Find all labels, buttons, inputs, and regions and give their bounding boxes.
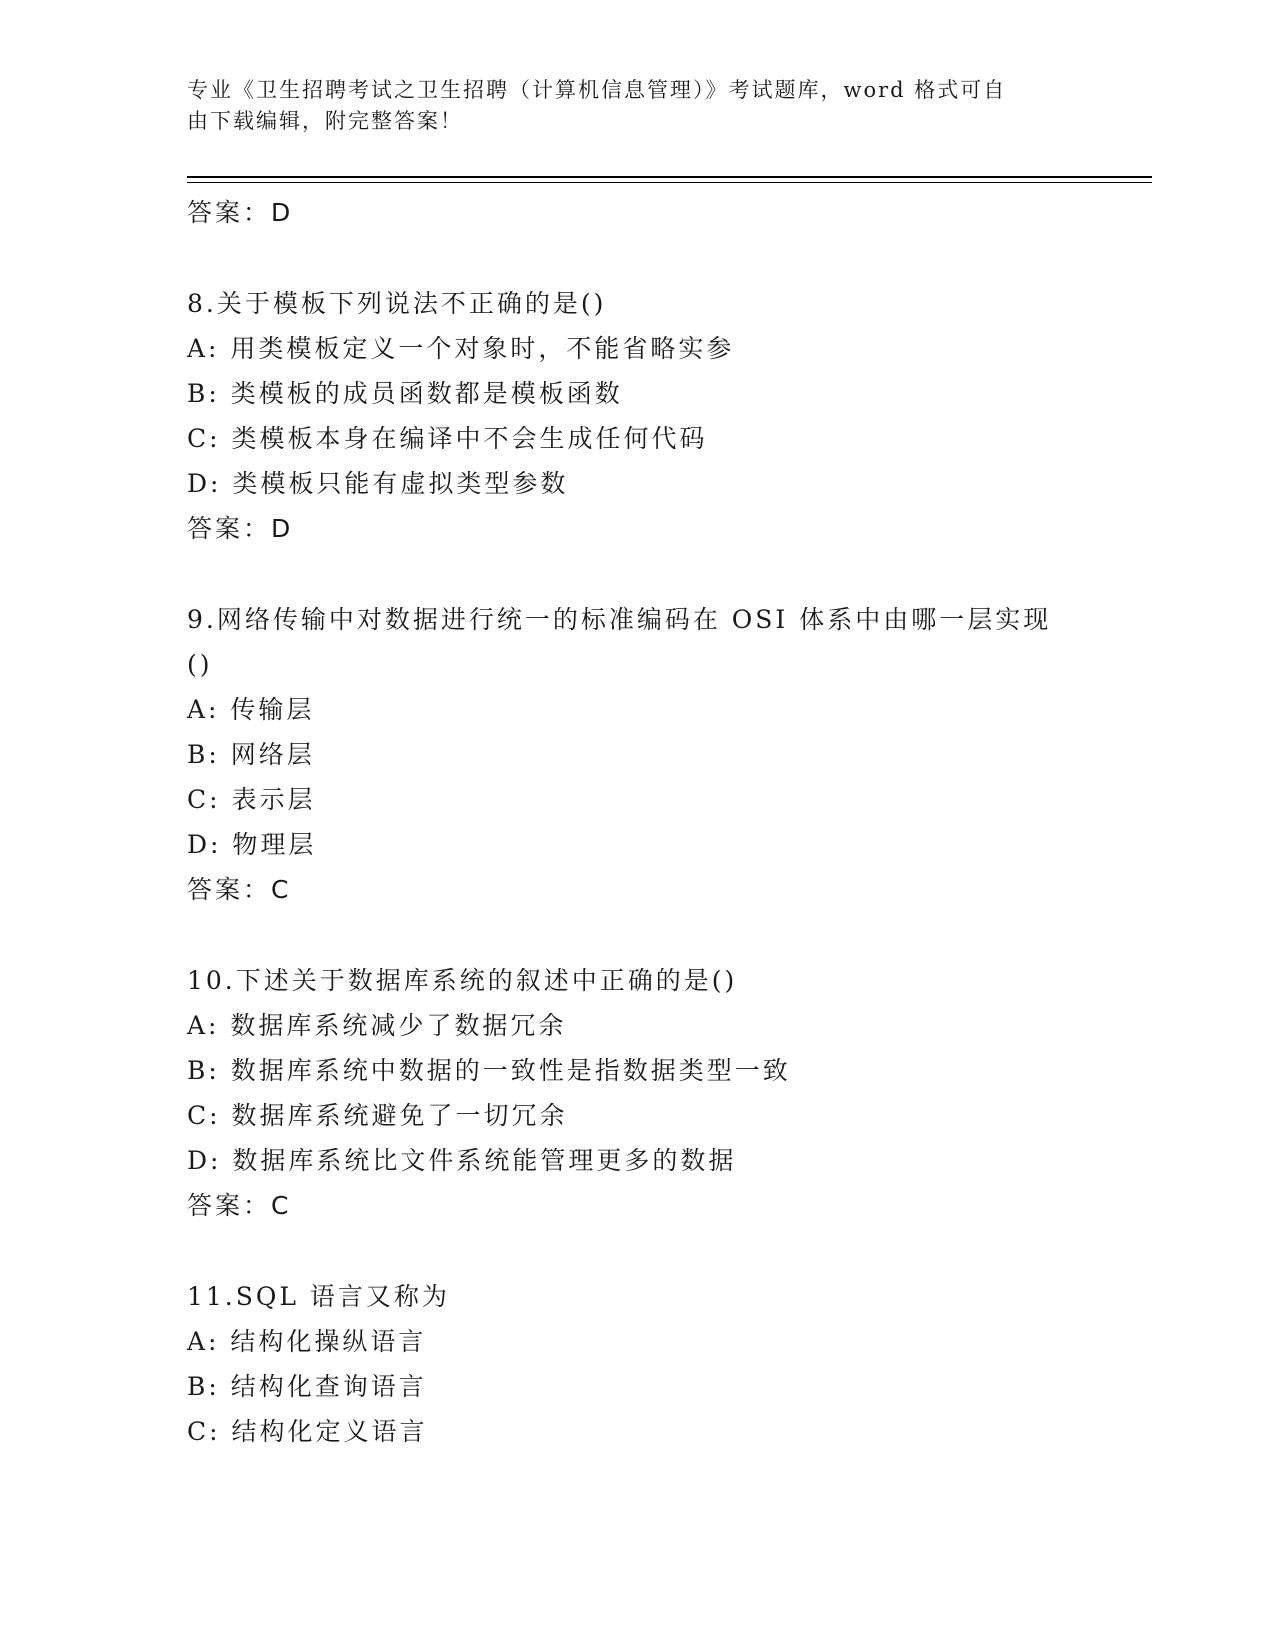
question-text: 10.下述关于数据库系统的叙述中正确的是() [187, 966, 738, 995]
option-d: D: 类模板只能有虚拟类型参数 [187, 469, 569, 498]
answer: 答案：D [187, 514, 294, 543]
question-list [187, 190, 1087, 1454]
spacer [187, 551, 1087, 597]
header-divider [187, 176, 1152, 183]
question-10 [187, 958, 1087, 1228]
question-11 [187, 1274, 1087, 1454]
question-text: 11.SQL 语言又称为 [187, 1282, 450, 1311]
option-b: B: 结构化查询语言 [187, 1372, 427, 1401]
answer-7: 答案：D [187, 198, 294, 227]
option-c: C: 表示层 [187, 785, 316, 814]
document-header [187, 75, 1067, 137]
header-line-1: 专业《卫生招聘考试之卫生招聘（计算机信息管理）》考试题库，word 格式可自 [187, 78, 1007, 102]
answer: 答案：C [187, 1191, 292, 1220]
question-text-line-1: 9.网络传输中对数据进行统一的标准编码在 OSI 体系中由哪一层实现 [187, 605, 1052, 634]
header-line-2: 由下载编辑，附完整答案！ [187, 109, 463, 133]
option-b: B: 类模板的成员函数都是模板函数 [187, 379, 623, 408]
option-a: A: 传输层 [187, 695, 315, 724]
spacer [187, 235, 1087, 281]
option-a: A: 用类模板定义一个对象时，不能省略实参 [187, 334, 735, 363]
spacer [187, 1228, 1087, 1274]
option-a: A: 结构化操纵语言 [187, 1327, 427, 1356]
question-text-line-2: () [187, 650, 213, 679]
option-b: B: 网络层 [187, 740, 315, 769]
option-d: D: 数据库系统比文件系统能管理更多的数据 [187, 1146, 737, 1175]
option-d: D: 物理层 [187, 830, 317, 859]
option-c: C: 结构化定义语言 [187, 1417, 428, 1446]
question-8 [187, 281, 1087, 551]
option-c: C: 数据库系统避免了一切冗余 [187, 1101, 568, 1130]
option-b: B: 数据库系统中数据的一致性是指数据类型一致 [187, 1056, 791, 1085]
answer: 答案：C [187, 875, 292, 904]
question-text: 8.关于模板下列说法不正确的是() [187, 289, 607, 318]
option-c: C: 类模板本身在编译中不会生成任何代码 [187, 424, 708, 453]
spacer [187, 912, 1087, 958]
question-9 [187, 597, 1087, 912]
option-a: A: 数据库系统减少了数据冗余 [187, 1011, 567, 1040]
